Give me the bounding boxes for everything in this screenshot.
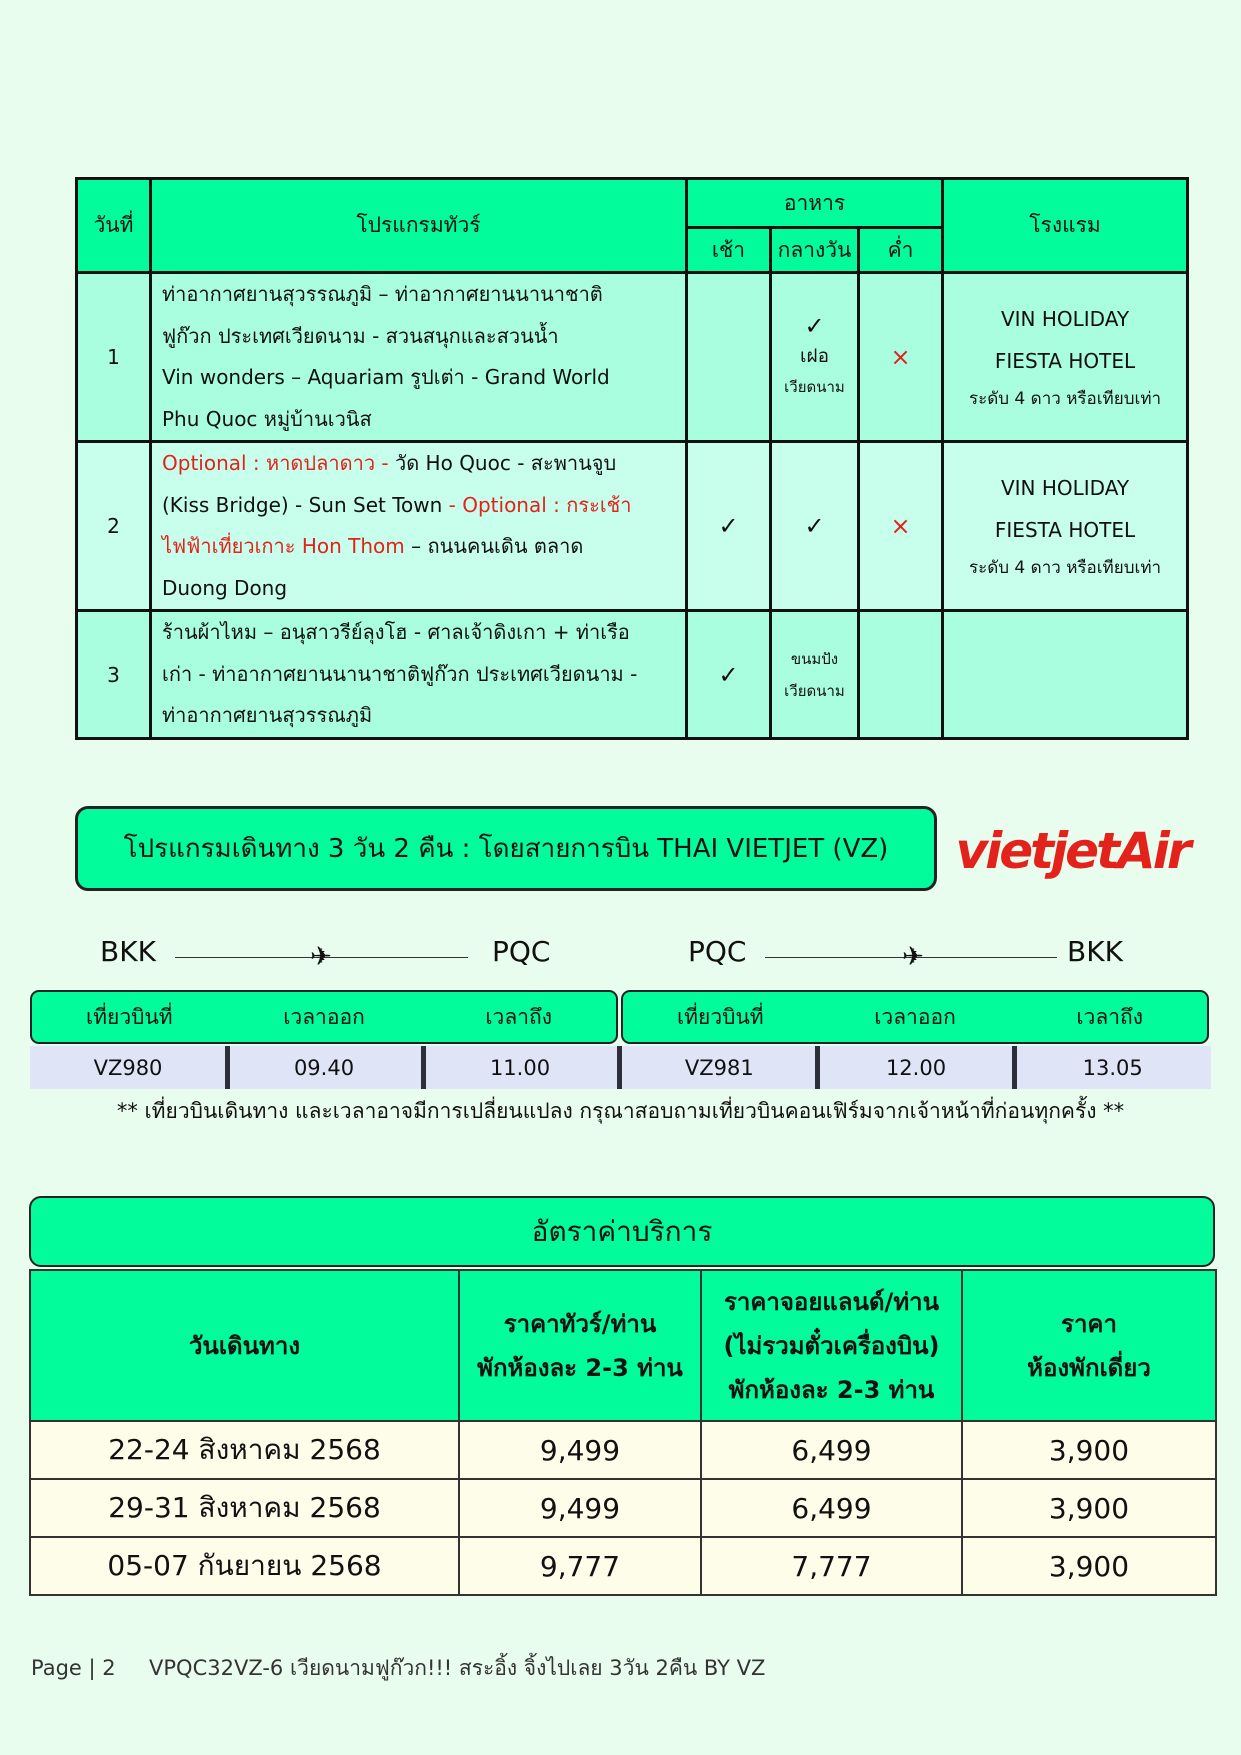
lunch-menu-sub: เวียดนาม: [784, 378, 845, 396]
header-line: (ไม่รวมตั๋วเครื่องบิน): [723, 1331, 940, 1360]
page-footer: [31, 1652, 765, 1685]
program-line: เก่า - ท่าอากาศยานนานาชาติฟูก๊วก ประเทศเวียดนาม -: [162, 661, 638, 686]
dinner-cell: [859, 273, 943, 442]
breakfast-cell: [687, 611, 771, 739]
tour-code: VPQC32VZ-6 เวียดนามฟูก๊วก!!! สระอิ้ง จิ้งไปเลย 3วัน 2คืน BY VZ: [149, 1656, 766, 1680]
vietjet-logo: [950, 812, 1195, 887]
joinland-price: 6,499: [701, 1421, 962, 1479]
table-row: [30, 1421, 1216, 1479]
col-travel-date: วันเดินทาง: [30, 1270, 459, 1421]
table-row: [30, 1537, 1216, 1595]
header-day: วันที่: [77, 179, 151, 273]
day-number: 3: [77, 611, 151, 739]
page-number: Page | 2: [31, 1656, 116, 1680]
hotel-name-2: FIESTA HOTEL: [994, 349, 1136, 373]
program-line: Phu Quoc หมู่บ้านเวนิส: [162, 406, 372, 431]
hotel-cell: [943, 273, 1188, 442]
cell-divider: [421, 1046, 426, 1089]
travel-date: 05-07 กันยายน 2568: [30, 1537, 459, 1595]
program-text: – ถนนคนเดิน ตลาด: [404, 534, 584, 558]
check-icon: ✓: [718, 660, 739, 689]
logo-text: vietjetAir: [955, 822, 1189, 880]
lunch-cell: [771, 442, 859, 611]
check-icon: ✓: [804, 312, 825, 340]
pricing-table: [29, 1269, 1217, 1596]
joinland-price: 6,499: [701, 1479, 962, 1537]
program-line: ท่าอากาศยานสุวรรณภูมิ: [162, 703, 373, 728]
header-line: ราคาจอยแลนด์/ท่าน: [723, 1287, 940, 1316]
tour-price: 9,499: [459, 1421, 701, 1479]
travel-date: 22-24 สิงหาคม 2568: [30, 1421, 459, 1479]
cross-icon: ×: [890, 343, 911, 371]
return-flight-header: [621, 990, 1209, 1044]
arrive-time: 11.00: [489, 1055, 551, 1080]
hotel-level: ระดับ 4 ดาว หรือเทียบเท่า: [968, 389, 1162, 409]
col-single-room: [962, 1270, 1216, 1421]
itinerary-row-day3: [77, 611, 1188, 739]
program-text: Duong Dong: [162, 575, 288, 600]
itinerary-row-day2: [77, 442, 1188, 611]
program-text: (Kiss Bridge) - Sun Set Town: [162, 492, 449, 517]
header-breakfast: เช้า: [687, 228, 771, 273]
check-icon: ✓: [718, 512, 739, 540]
cell-divider: [225, 1046, 230, 1089]
pricing-title: [29, 1196, 1215, 1267]
return-destination: BKK: [1067, 935, 1123, 968]
airplane-icon: ✈: [902, 942, 924, 972]
hotel-name: VIN HOLIDAY: [1000, 307, 1130, 331]
pricing-title-text: อัตราค่าบริการ: [531, 1214, 713, 1248]
hotel-cell: [943, 442, 1188, 611]
header-line: พักห้องละ 2-3 ท่าน: [477, 1353, 683, 1382]
header-program: โปรแกรมทัวร์: [151, 179, 687, 273]
header-hotel: โรงแรม: [943, 179, 1188, 273]
depart-time: 12.00: [885, 1055, 947, 1080]
optional-text: Optional : หาดปลาดาว -: [162, 451, 389, 475]
itinerary-row-day1: [77, 273, 1188, 442]
arrive-time: 13.05: [1082, 1055, 1143, 1080]
col-flight-no: เที่ยวบินที่: [86, 1004, 173, 1029]
table-row: [30, 1479, 1216, 1537]
hotel-name-2: FIESTA HOTEL: [994, 518, 1136, 542]
day-number: 1: [77, 273, 151, 442]
single-room-price: 3,900: [962, 1421, 1216, 1479]
col-arrive: เวลาถึง: [1076, 1004, 1143, 1029]
flight-number: VZ981: [684, 1055, 754, 1080]
optional-text: - Optional : กระเช้า: [448, 492, 632, 517]
day-number: 2: [77, 442, 151, 611]
return-origin: PQC: [688, 935, 747, 968]
tour-price: 9,499: [459, 1479, 701, 1537]
hotel-cell: [943, 611, 1188, 739]
lunch-menu-sub: เวียดนาม: [784, 681, 845, 700]
outbound-origin: BKK: [100, 935, 156, 968]
outbound-flight-header: [30, 990, 618, 1044]
flight-number: VZ980: [93, 1055, 163, 1080]
program-description: [151, 611, 687, 739]
breakfast-cell: [687, 442, 771, 611]
travel-date: 29-31 สิงหาคม 2568: [30, 1479, 459, 1537]
header-dinner: ค่ำ: [859, 228, 943, 273]
joinland-price: 7,777: [701, 1537, 962, 1595]
dinner-cell: [859, 611, 943, 739]
outbound-flight-row: [30, 1046, 618, 1089]
single-room-price: 3,900: [962, 1479, 1216, 1537]
header-line: ราคา: [1061, 1309, 1117, 1338]
col-joinland-price: [701, 1270, 962, 1421]
return-flight-row: [621, 1046, 1211, 1089]
airplane-icon: ✈: [310, 942, 332, 972]
col-depart: เวลาออก: [283, 1004, 365, 1029]
cell-divider: [1012, 1046, 1017, 1089]
program-line: ฟูก๊วก ประเทศเวียดนาม - สวนสนุกและสวนน้ำ: [162, 323, 559, 348]
cell-divider: [815, 1046, 820, 1089]
check-icon: ✓: [804, 512, 825, 540]
header-line: ห้องพักเดี่ยว: [1027, 1353, 1151, 1382]
col-tour-price: [459, 1270, 701, 1421]
flight-note: ** เที่ยวบินเดินทาง และเวลาอาจมีการเปลี่ยนแปลง กรุณาสอบถามเที่ยวบินคอนเฟิร์มจากเจ้าหน้าที่ก่อนทุกครั้ง **: [116, 1099, 1125, 1123]
header-line: ราคาทัวร์/ท่าน: [503, 1309, 657, 1338]
program-line: Vin wonders – Aquariam รูปเต่า - Grand World: [162, 365, 610, 389]
cell-divider: [617, 1046, 622, 1089]
hotel-level: ระดับ 4 ดาว หรือเทียบเท่า: [968, 558, 1162, 578]
lunch-cell: [771, 611, 859, 739]
program-banner: [75, 806, 937, 891]
program-description: [151, 442, 687, 611]
lunch-cell: [771, 273, 859, 442]
depart-time: 09.40: [293, 1055, 355, 1080]
program-description: [151, 273, 687, 442]
program-title: โปรแกรมเดินทาง 3 วัน 2 คืน : โดยสายการบิน THAI VIETJET (VZ): [123, 834, 889, 864]
dinner-cell: [859, 442, 943, 611]
header-lunch: กลางวัน: [771, 228, 859, 273]
outbound-destination: PQC: [492, 935, 551, 968]
itinerary-table: [75, 177, 1189, 740]
program-line: ท่าอากาศยานสุวรรณภูมิ – ท่าอากาศยานนานาชาติ: [162, 282, 603, 306]
single-room-price: 3,900: [962, 1537, 1216, 1595]
optional-text: ไฟฟ้าเที่ยวเกาะ Hon Thom: [162, 534, 405, 558]
program-line: ร้านผ้าไหม – อนุสาวรีย์ลุงโฮ - ศาลเจ้าดิงเกา + ท่าเรือ: [162, 620, 630, 645]
breakfast-cell: [687, 273, 771, 442]
header-meals: อาหาร: [687, 179, 943, 228]
tour-price: 9,777: [459, 1537, 701, 1595]
col-depart: เวลาออก: [874, 1004, 956, 1029]
header-line: พักห้องละ 2-3 ท่าน: [728, 1375, 935, 1404]
hotel-name: VIN HOLIDAY: [1000, 476, 1130, 500]
col-arrive: เวลาถึง: [485, 1004, 552, 1029]
lunch-menu: เฝอ: [799, 345, 830, 367]
lunch-menu: ขนมปัง: [790, 649, 839, 668]
program-text: วัด Ho Quoc - สะพานจูบ: [388, 451, 617, 475]
col-flight-no: เที่ยวบินที่: [677, 1004, 764, 1029]
cross-icon: ×: [890, 512, 911, 540]
